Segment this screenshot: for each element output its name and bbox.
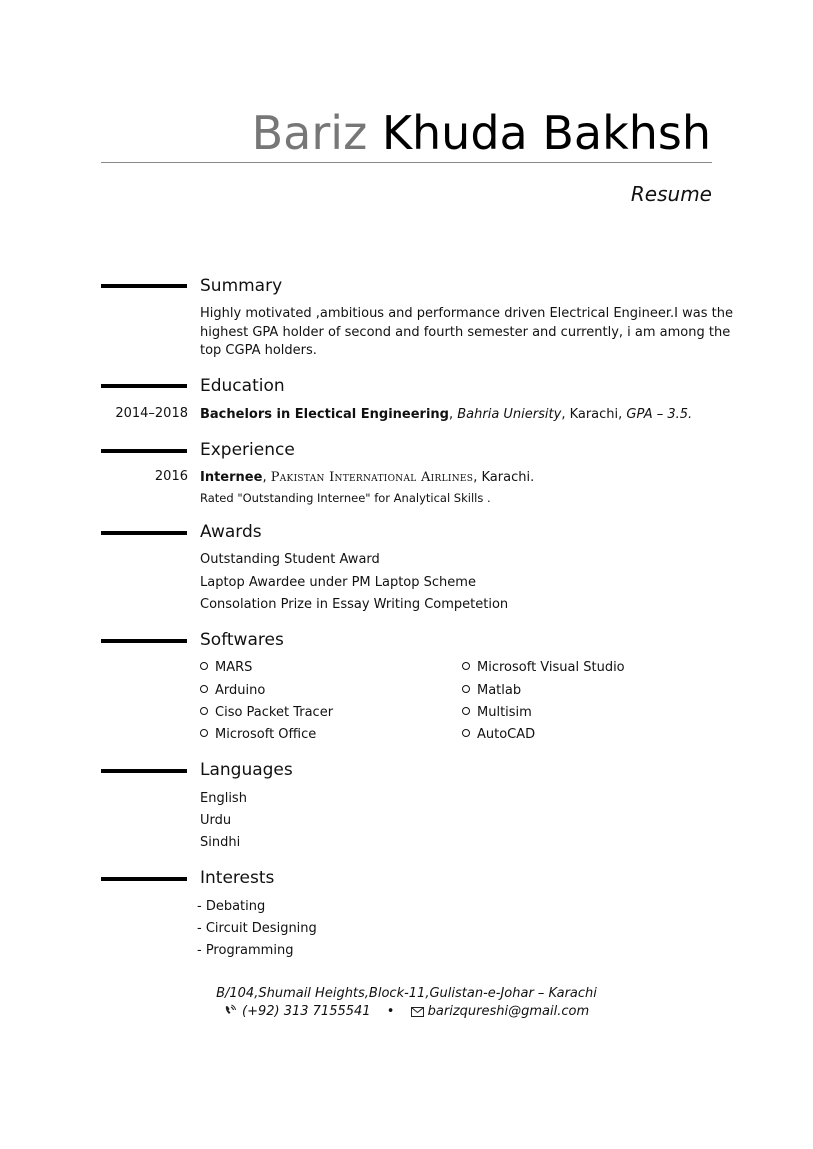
language-item: Sindhi [200,835,241,850]
interest-item: - Programming [197,943,294,958]
section-bar-experience [101,449,187,453]
envelope-icon [411,1004,424,1019]
software-item: Matlab [462,682,521,700]
interest-item: - Debating [197,899,266,914]
bullet-circle-icon [462,685,470,693]
gpa: GPA – 3.5. [626,407,693,422]
bullet-circle-icon [462,662,470,670]
software-item: MARS [200,659,252,677]
name-header [252,103,711,163]
award-item: Laptop Awardee under PM Laptop Scheme [200,575,476,590]
section-bar-summary [101,284,187,288]
section-bar-education [101,384,187,388]
bullet-circle-icon [462,729,470,737]
experience-year: 2016 [154,469,188,484]
bullet-circle-icon [200,707,208,715]
software-item: Multisim [462,704,532,722]
summary-line: highest GPA holder of second and fourth semester and currently, i am among the [200,325,731,340]
bullet-circle-icon [200,729,208,737]
education-city: Karachi [569,407,619,422]
software-item: Microsoft Visual Studio [462,659,625,677]
award-item: Consolation Prize in Essay Writing Competetion [200,597,509,612]
bullet-circle-icon [200,662,208,670]
summary-line: Highly motivated ,ambitious and performance driven Electrical Engineer.I was the [200,306,733,321]
section-title-education: Education [200,376,285,396]
section-bar-awards [101,531,187,535]
interest-item: - Circuit Designing [197,921,317,936]
language-item: English [200,791,247,806]
phone-number[interactable]: (+92) 313 7155541 [242,1004,371,1019]
experience-city: Karachi. [481,470,535,485]
email-link[interactable]: barizqureshi@gmail.com [427,1004,590,1019]
software-item: Ciso Packet Tracer [200,704,333,722]
first-name: Bariz [251,106,368,160]
software-item: Microsoft Office [200,726,316,744]
section-title-summary: Summary [200,276,283,296]
section-title-awards: Awards [200,522,262,542]
bullet-circle-icon [200,685,208,693]
section-title-languages: Languages [200,760,293,780]
software-item: AutoCAD [462,726,535,744]
footer-contact [0,1004,813,1019]
resume-subtitle: Resume [630,182,712,206]
bullet-circle-icon [462,707,470,715]
header-rule [101,162,712,163]
phone-icon [224,1004,238,1019]
institution: Bahria Uniersity [457,407,562,422]
section-title-interests: Interests [200,868,275,888]
section-title-softwares: Softwares [200,630,284,650]
degree: Bachelors in Electical Engineering [200,407,449,422]
education-entry: Bachelors in Electical Engineering, Bahria Uniersity, Karachi, GPA – 3.5. [200,407,693,422]
role: Internee [200,470,263,485]
section-bar-interests [101,877,187,881]
education-dates: 2014–2018 [115,406,188,421]
section-bar-softwares [101,639,187,643]
separator-dot: • [386,1004,395,1019]
last-name: Khuda Bakhsh [381,106,711,160]
language-item: Urdu [200,813,232,828]
award-item: Outstanding Student Award [200,552,380,567]
section-title-experience: Experience [200,440,295,460]
company: Pakistan International Airlines [270,470,474,485]
footer-address: B/104,Shumail Heights,Block-11,Gulistan-e-Johar – Karachi [216,986,597,1001]
section-bar-languages [101,769,187,773]
experience-entry: Internee, Pakistan International Airlines, Karachi. [200,470,535,485]
experience-description: Rated "Outstanding Internee" for Analytical Skills . [200,491,491,505]
software-item: Arduino [200,682,265,700]
summary-line: top CGPA holders. [200,343,317,358]
